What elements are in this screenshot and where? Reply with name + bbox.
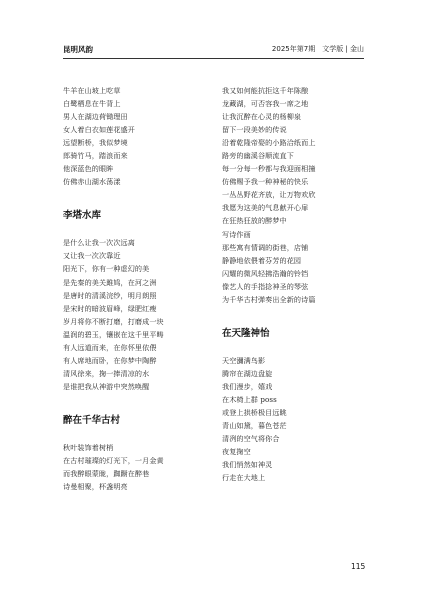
poem-line: 天空瀰满鸟影 [222,355,266,365]
poem-line: 清风徐来，掬一捧清凉的水 [63,368,150,378]
poem-line: 是什么让我一次次远离 [63,238,135,248]
poem-line: 牛羊在山坡上吃草 [63,86,121,95]
poem-line: 夜复掬空 [222,447,251,457]
poem-line: 留下一段美妙的传说 [222,125,287,135]
poem-line: 诗曼相聚，杯盏明亮 [63,482,128,492]
poem-line: 有人席地而卧，在你梦中陶醉 [63,355,157,365]
poem-line: 静静地依偎着芬芳的花园 [222,255,302,265]
poem-line: 青山如黛，暮色苍茫 [222,421,287,431]
poem-line: 是先秦的美关雎鸠，在河之洲 [63,277,157,287]
poem-line: 我愿为这美的气息献开心扉 [222,203,309,213]
header-rule [63,58,364,59]
poem-line: 仿佛赐予我一种神秘的快乐 [222,177,309,187]
poem-line: 路旁的幽溪谷顺流直下 [222,151,294,161]
poem-line: 腾帘在湖边盘旋 [222,368,273,378]
poem-line: 在木椅上群 poss [222,394,277,404]
poem-title-lita: 李塔水库 [63,210,102,222]
poem-line: 写诗作画 [222,229,251,239]
poem-line: 男人在湖边荷锄理田 [63,112,128,122]
poem-line: 每一分每一秒都与我迎面相撞 [222,164,316,174]
poem-line: 有人远道而来，在你怀里依偎 [63,342,157,352]
poem-line: 让我沉醉在心灵的杨柳泉 [222,112,302,122]
poem-line: 白鹭栖息在牛背上 [63,99,121,109]
page-header [63,44,364,56]
magazine-name: 昆明风韵 [63,45,93,54]
poem-tianlong [222,354,367,484]
poem-line: 龙藏湖，可否容我一席之地 [222,99,309,109]
poem-qianhua [63,441,208,493]
poem-line: 而我醉眼蒙眬，踟蹰在醉巷 [63,469,150,479]
page-number: 115 [351,562,366,571]
poem-line: 是谁把我从神游中突然唤醒 [63,381,150,391]
poem-lita [63,236,208,393]
poem-line: 在古村璀璨的灯光下，一月金黄 [63,455,164,465]
issue-info: 2025年第7期 文学版 | 金山 [271,45,364,53]
poem-line: 沿着乾隆帝娶的小路洽纸而上 [222,138,316,148]
poem-qianhua-continued [222,84,367,306]
poem-line: 我又如何能抗拒这千年陈酿 [222,86,309,95]
poem-line: 行走在大地上 [222,473,266,483]
left-column [63,84,208,493]
poem-line: 郎骑竹马，踏浪而来 [63,151,128,161]
poem-line: 在狂热狂放的醉梦中 [222,216,287,226]
poem-title-qianhua: 醉在千华古村 [63,414,121,426]
poem-line: 温润的碧玉，镶嵌在这千里平畴 [63,329,164,339]
poem-line: 秋叶装饰着树梢 [63,442,114,452]
poem-line: 一丛丛野花齐放，让万物欢欣 [222,190,316,200]
poem-line: 我们悄然如神灵 [222,460,273,470]
poem-line: 仿佛赤山湖水荡漾 [63,177,121,187]
poem-line: 或登上拱桥极目远眺 [222,407,287,417]
poem-line: 我们漫步，嬉戏 [222,381,273,391]
poem-line: 是唐时的清溪浣纱，明月朗照 [63,290,157,300]
poem-line: 是宋时的暗波眉峰，绿肥红瘦 [63,303,157,313]
poem-line: 清冽的空气将你合 [222,434,280,444]
poem-line: 为千华古村弹奏出全新的诗篇 [222,294,316,304]
poem-line: 远望断桥，我似梦境 [63,138,128,148]
poem-line: 像艺人的手指捻神圣的琴弦 [222,281,309,291]
poem-title-tianlong: 在天隆神怡 [222,327,270,339]
poem-line: 闪耀的微风轻拂浩瀚的铃铛 [222,268,309,278]
poem-continued-left [63,84,208,188]
poem-line: 他深蓝色的眼眸 [63,164,114,174]
right-column [222,84,367,484]
poem-line: 阳光下，你有一种虚幻的美 [63,264,150,274]
poem-line: 又让我一次次靠近 [63,251,121,261]
poem-line: 那些寓有情调的街巷，店铺 [222,242,309,252]
poem-line: 女人着白衣如莲花盛开 [63,125,135,135]
poem-line: 岁月将你不断打磨，打磨成一块 [63,316,164,326]
